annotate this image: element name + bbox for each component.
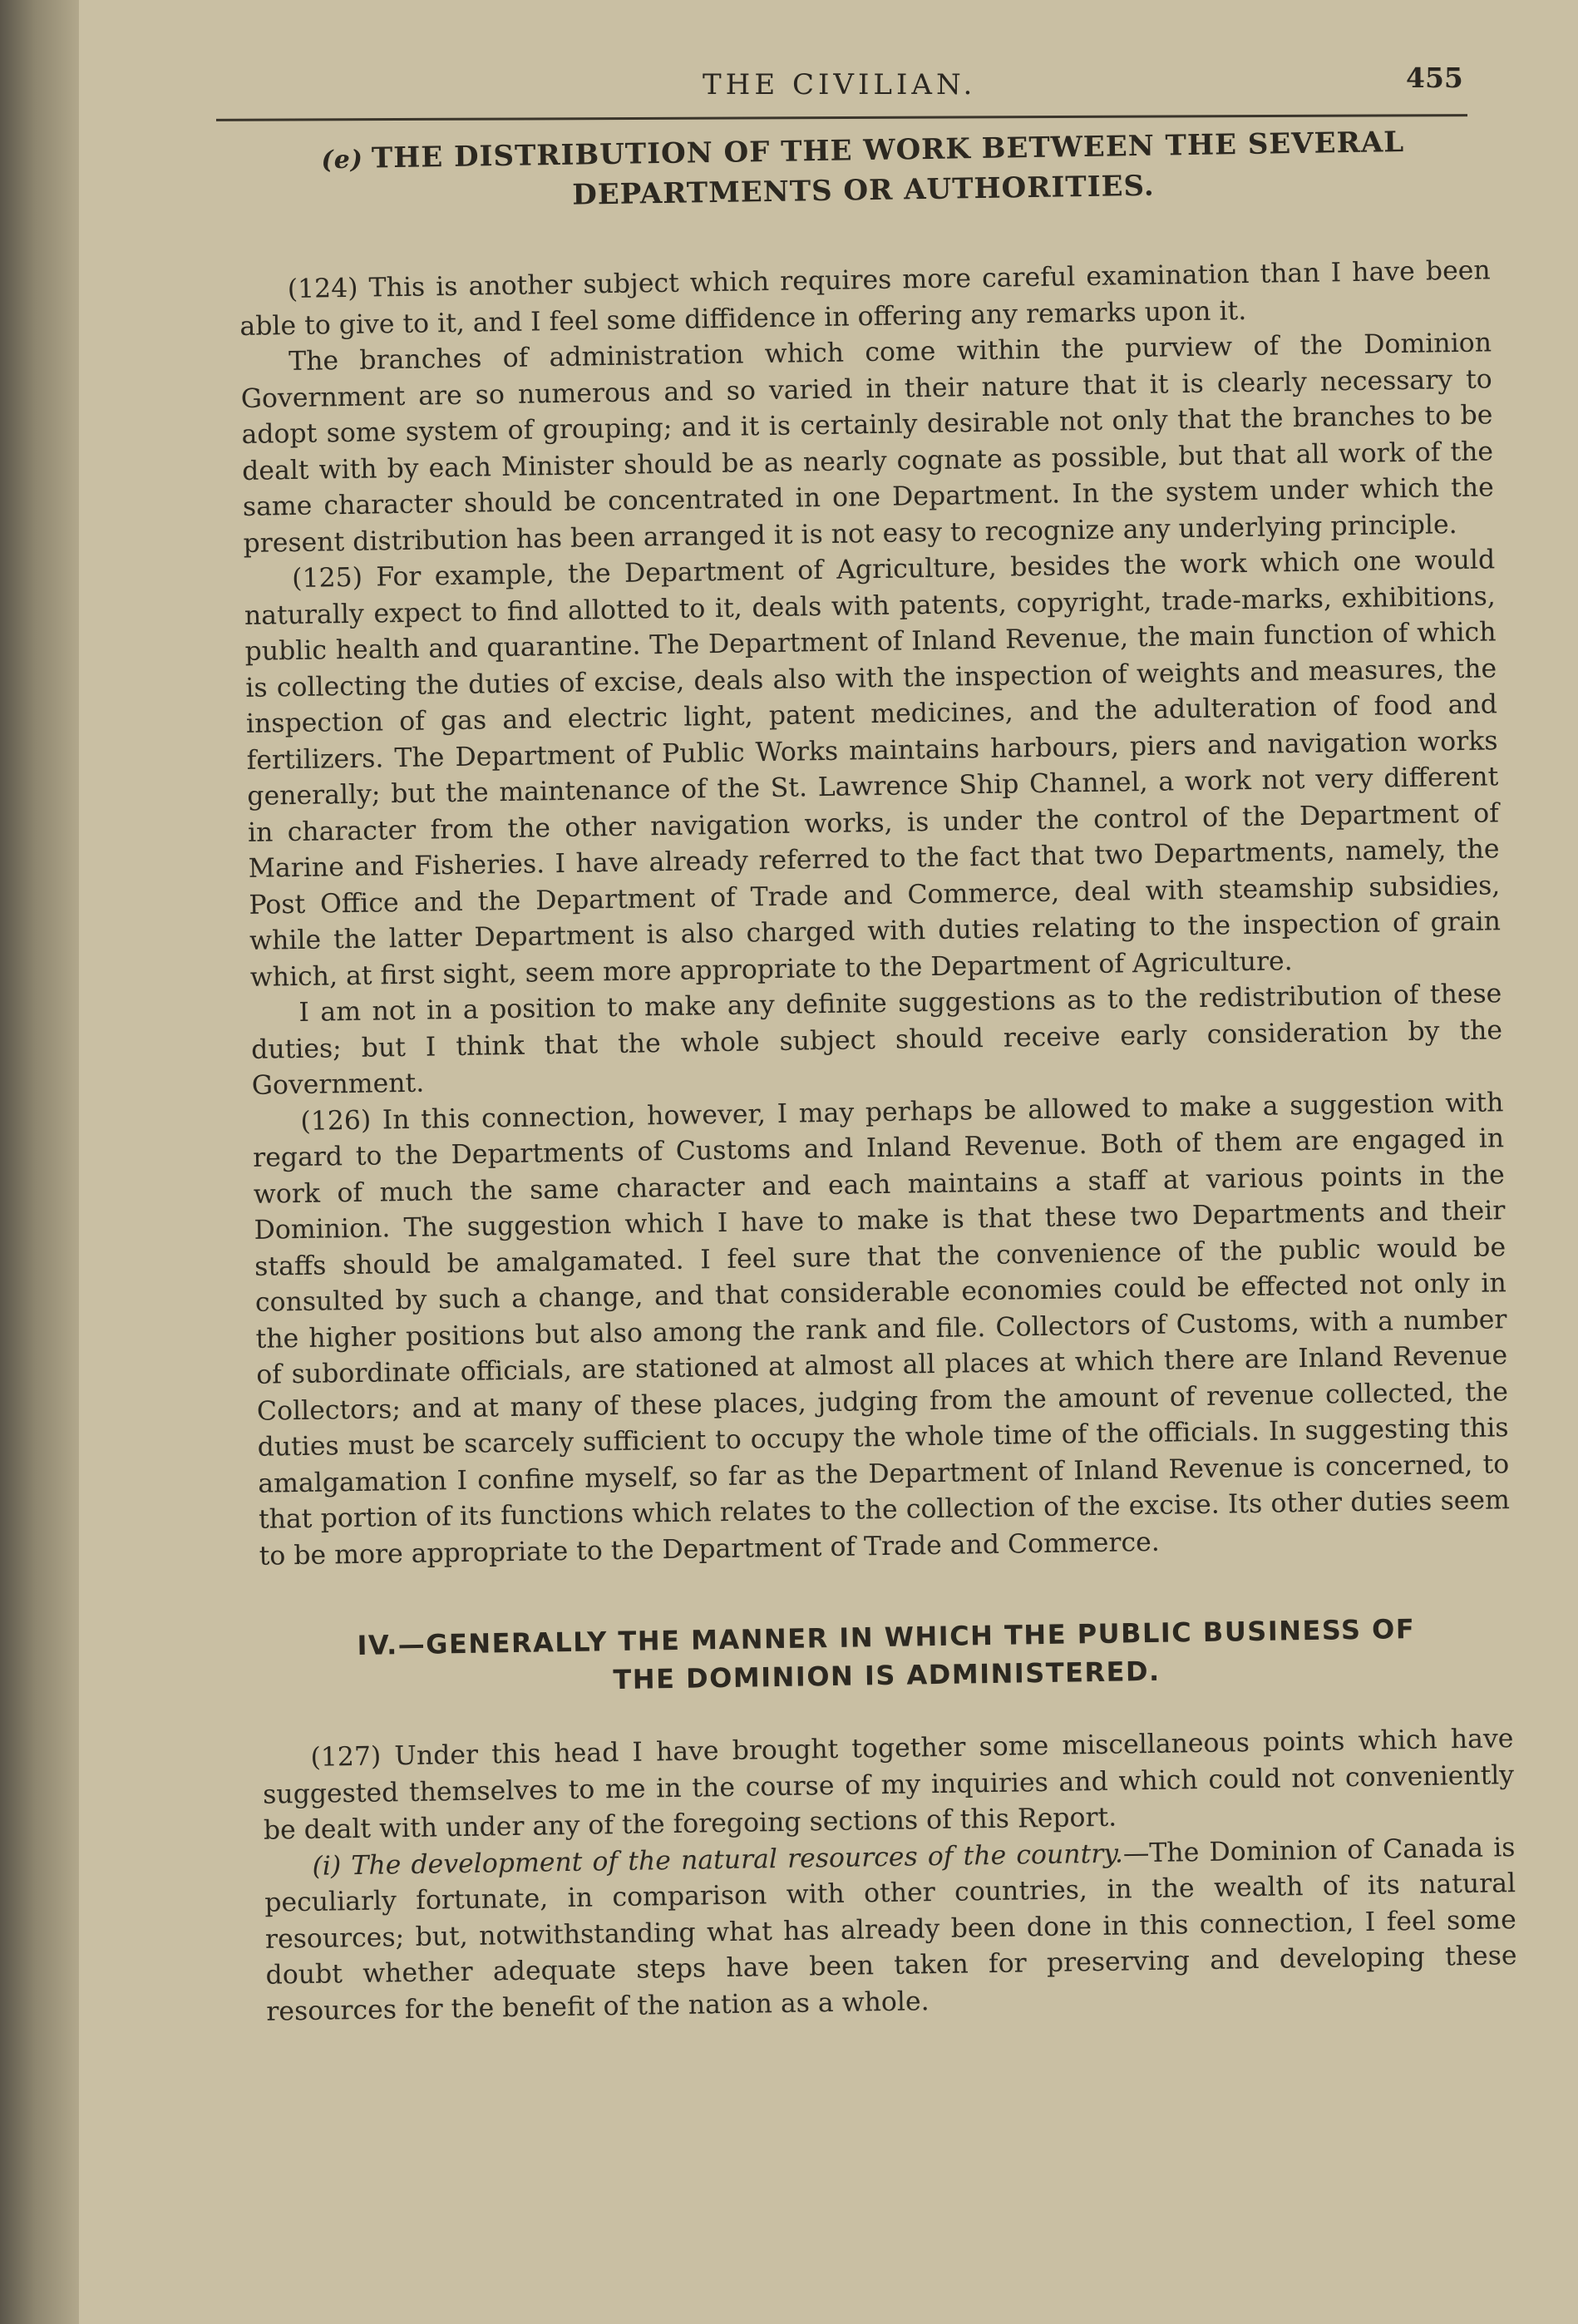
item-i-text: —The Dominion of Canada is peculiarly fortunate, in comparison with other countries, in the wealth of its natural resources; but, notwithstanding what has already been done in this connection, I feel some doubt whether adequate steps have been taken for preserving and developing these resources for the benefit of the nation as a whole. [264, 1832, 1517, 2027]
paragraph-redistribution: I am not in a position to make any definite suggestions as to the redistribution of these duties; but I think that the whole subject should receive early consideration by the Government. [250, 979, 1503, 1101]
item-i-label: (i) The development of the natural resources of the country. [312, 1838, 1124, 1882]
paragraph-127: (127) Under this head I have brought together some miscellaneous points which have suggested themselves to me in the course of my inquiries and which could not conveniently be dealt with under any of the foregoing sections of this Report. [262, 1724, 1515, 1846]
running-head-title: THE CIVILIAN. [703, 68, 977, 101]
paragraph-126: (126) In this connection, however, I may perhaps be allowed to make a suggestion with regard to the Departments of Customs and Inland Revenue. Both of them are engaged in work of much the same character and each maintains a staff at various points in the Dominion. The suggestion which I have to make is that these two Departments and their staffs should be amalgamated. I feel sure that the convenience of the public would be consulted by such a change, and that considerable economies could be effected not only in the higher positions but also among the rank and file. Collectors of Customs, with a number of subordinate officials, are stationed at almost all places at which there are Inland Revenue Collectors; and at many of these places, judging from the amount of revenue collected, the duties must be scarcely sufficient to occupy the whole time of the officials. In suggesting this amalgamation I confine myself, so far as the Department of Inland Revenue is concerned, to that portion of its functions which relates to the collection of the excise. Its other duties seem to be more appropriate to the Department of Trade and Commerce. [252, 1087, 1511, 1572]
section-e-label: (e) [321, 145, 364, 175]
section-e-title-line2: DEPARTMENTS OR AUTHORITIES. [572, 169, 1155, 212]
section-iv-title-line1: IV.—GENERALLY THE MANNER IN WHICH THE PUBLIC BUSINESS OF [357, 1612, 1416, 1661]
book-page [79, 0, 1578, 2324]
paragraph-item-i [264, 1830, 1517, 2030]
section-e-title-line1: THE DISTRIBUTION OF THE WORK BETWEEN THE SEVERAL [371, 125, 1405, 175]
paragraph-124: (124) This is another subject which requires more careful examination than I have been able to give to it, and I feel some diffidence in offering any remarks upon it. [239, 255, 1491, 342]
header-rule [216, 114, 1467, 121]
paragraph-branches: The branches of administration which come within the purview of the Dominion Government are so numerous and so varied in their nature that it is clearly necessary to adopt some system of grouping; and it is certainly desirable not only that the branches to be dealt with by each Minister should be as nearly cognate as possible, but that all work of the same character should be concentrated in one Department. In the system under which the present distribution has been arranged it is not easy to recognize any underlying principle. [240, 328, 1495, 559]
paragraph-125: (125) For example, the Department of Agriculture, besides the work which one would naturally expect to find allotted to it, deals with patents, copyright, trade-marks, exhibitions, public health and quarantine. The Department of Inland Revenue, the main function of which is collecting the duties of excise, deals also with the inspection of weights and measures, the inspection of gas and electric light, patent medicines, and the adulteration of food and fertilizers. The Department of Public Works maintains harbours, piers and navigation works generally; but the maintenance of the St. Lawrence Ship Channel, a work not very different in character from the other navigation works, is under the control of the Department of Marine and Fisheries. I have already referred to the fact that two Departments, namely, the Post Office and the Department of Trade and Commerce, deal with steamship subsidies, while the latter Department is also charged with duties relating to the inspection of grain which, at first sight, seem more appropriate to the Department of Agriculture. [244, 545, 1502, 993]
section-iv-title-line2: THE DOMINION IS ADMINISTERED. [613, 1655, 1161, 1696]
page-number: 455 [1406, 62, 1463, 94]
book-gutter-shadow [0, 0, 79, 2324]
page-content [237, 121, 1518, 2030]
